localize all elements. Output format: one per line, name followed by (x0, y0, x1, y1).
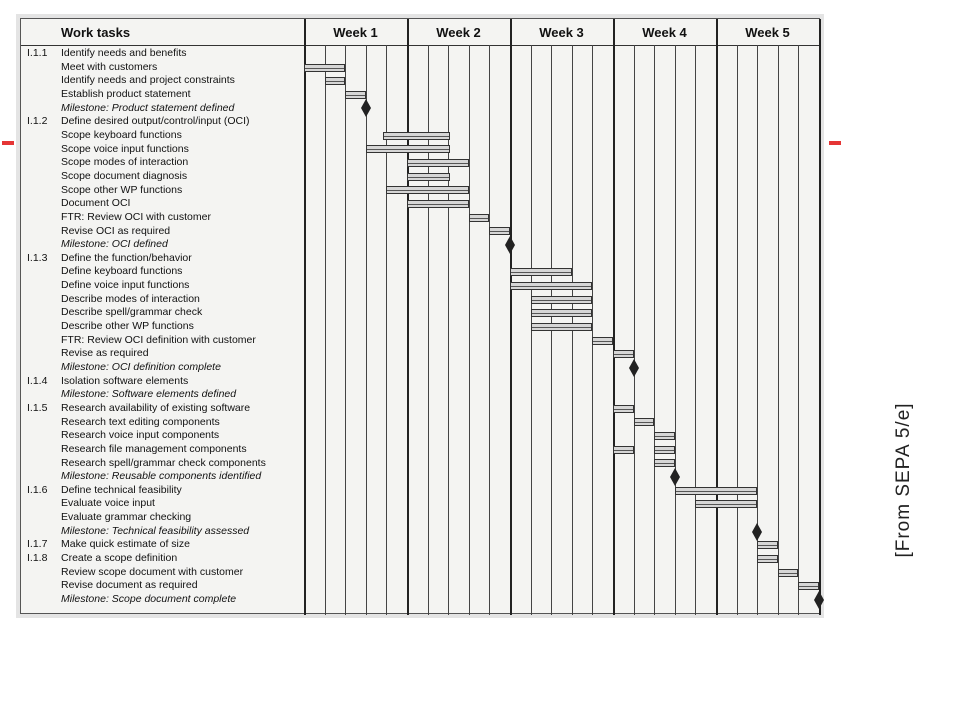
red-marker-left (2, 141, 14, 145)
task-name: Describe other WP functions (61, 320, 194, 332)
day-gridline (798, 45, 799, 615)
task-name: Scope modes of interaction (61, 156, 189, 169)
task-name: Scope document diagnosis (61, 169, 188, 182)
task-bar (510, 268, 572, 276)
milestone-diamond (629, 359, 639, 377)
task-name: Describe modes of interaction (61, 292, 200, 305)
task-name: Evaluate grammar checking (61, 511, 192, 524)
task-name: Review scope document with customer (61, 565, 244, 578)
task-name: Revise as required (61, 347, 149, 360)
task-name: FTR: Review OCI with customer (61, 210, 211, 223)
task-bar (654, 459, 675, 467)
day-gridline (386, 45, 387, 615)
milestone-label: Milestone: Product statement defined (61, 101, 235, 114)
task-name: Isolation software elements (61, 374, 189, 387)
day-gridline (345, 45, 346, 615)
task-name: Research file management components (61, 442, 247, 455)
task-bar (592, 337, 613, 345)
task-bar (325, 77, 346, 85)
work-tasks-header: Work tasks (61, 24, 131, 40)
task-name: Evaluate voice input (61, 497, 155, 510)
milestone-label: Milestone: OCI defined (61, 238, 168, 251)
task-bar (654, 446, 675, 454)
task-bar (383, 132, 450, 140)
task-bar (695, 500, 757, 508)
day-gridline (366, 45, 367, 615)
task-code: I.1.4 (27, 374, 48, 387)
task-column-divider (304, 19, 306, 615)
milestone-label: Milestone: OCI definition complete (61, 360, 221, 373)
task-bar (675, 487, 757, 495)
task-code: I.1.1 (27, 47, 48, 59)
week-divider (819, 19, 821, 615)
week-divider (510, 19, 512, 615)
day-gridline (778, 45, 779, 615)
task-name: Scope other WP functions (61, 183, 183, 196)
day-gridline (675, 45, 676, 615)
task-name: Research text editing components (61, 415, 220, 428)
task-bar (407, 159, 469, 167)
day-gridline (469, 45, 470, 615)
task-name: Revise document as required (61, 579, 198, 592)
milestone-diamond (670, 468, 680, 486)
task-bar (407, 200, 469, 208)
task-name: Research voice input components (61, 429, 220, 442)
day-gridline (654, 45, 655, 615)
task-bar (798, 582, 819, 590)
task-code: I.1.2 (27, 115, 48, 128)
week-2-header: Week 2 (436, 24, 481, 40)
day-gridline (737, 45, 738, 615)
task-bar (757, 555, 778, 563)
task-name: Create a scope definition (61, 552, 178, 564)
task-bar (489, 227, 510, 235)
week-divider (407, 19, 409, 615)
week-3-header: Week 3 (539, 24, 584, 40)
task-name: Define desired output/control/input (OCI) (61, 115, 250, 128)
task-bar (613, 405, 634, 413)
week-1-header: Week 1 (333, 24, 378, 40)
milestone-label: Milestone: Software elements defined (61, 388, 237, 401)
task-bar (510, 282, 592, 290)
task-name: Meet with customers (61, 60, 158, 73)
task-code: I.1.3 (27, 251, 48, 264)
task-name: Define voice input functions (61, 279, 190, 292)
task-code: I.1.7 (27, 538, 48, 551)
day-gridline (325, 45, 326, 615)
task-bar (386, 186, 468, 194)
task-name: Identify needs and benefits (61, 47, 187, 59)
task-name: Describe spell/grammar check (61, 306, 203, 319)
task-code: I.1.6 (27, 483, 48, 496)
task-bar (634, 418, 655, 426)
header-divider (21, 45, 821, 46)
task-code: I.1.8 (27, 552, 48, 564)
day-gridline (448, 45, 449, 615)
task-name: Define technical feasibility (61, 483, 182, 496)
milestone-diamond (752, 523, 762, 541)
task-bar (366, 145, 451, 153)
task-bar (531, 323, 593, 331)
task-name: Revise OCI as required (61, 224, 171, 237)
source-caption: [From SEPA 5/e] (893, 402, 914, 558)
day-gridline (695, 45, 696, 615)
day-gridline (634, 45, 635, 615)
milestone-label: Milestone: Scope document complete (61, 593, 237, 605)
task-name: Scope voice input functions (61, 142, 189, 155)
task-bar (778, 569, 799, 577)
task-bar (613, 446, 634, 454)
milestone-label: Milestone: Technical feasibility assessed (61, 524, 250, 537)
task-bar (531, 296, 593, 304)
milestone-diamond (814, 591, 824, 609)
task-name: Research spell/grammar check components (61, 456, 266, 469)
task-bar (345, 91, 366, 99)
milestone-diamond (361, 99, 371, 117)
task-name: Make quick estimate of size (61, 538, 190, 551)
day-gridline (428, 45, 429, 615)
task-code: I.1.5 (27, 401, 48, 414)
task-bar (654, 432, 675, 440)
task-name: FTR: Review OCI definition with customer (61, 333, 256, 346)
task-name: Identify needs and project constraints (61, 74, 235, 87)
week-4-header: Week 4 (642, 24, 687, 40)
task-bar (613, 350, 634, 358)
task-bar (469, 214, 490, 222)
task-name: Define the function/behavior (61, 251, 192, 264)
day-gridline (489, 45, 490, 615)
gantt-chart (20, 18, 820, 614)
milestone-diamond (505, 236, 515, 254)
week-divider (613, 19, 615, 615)
task-bar (757, 541, 778, 549)
task-name: Document OCI (61, 197, 131, 210)
task-name: Establish product statement (61, 88, 191, 100)
task-name: Research availability of existing software (61, 401, 251, 414)
task-bar (531, 309, 593, 317)
red-marker-right (829, 141, 841, 145)
task-name: Define keyboard functions (61, 265, 183, 278)
task-name: Scope keyboard functions (61, 128, 182, 141)
week-5-header: Week 5 (745, 24, 790, 40)
milestone-label: Milestone: Reusable components identified (61, 470, 262, 483)
week-divider (716, 19, 718, 615)
task-bar (407, 173, 450, 181)
day-gridline (592, 45, 593, 615)
task-bar (304, 64, 345, 72)
